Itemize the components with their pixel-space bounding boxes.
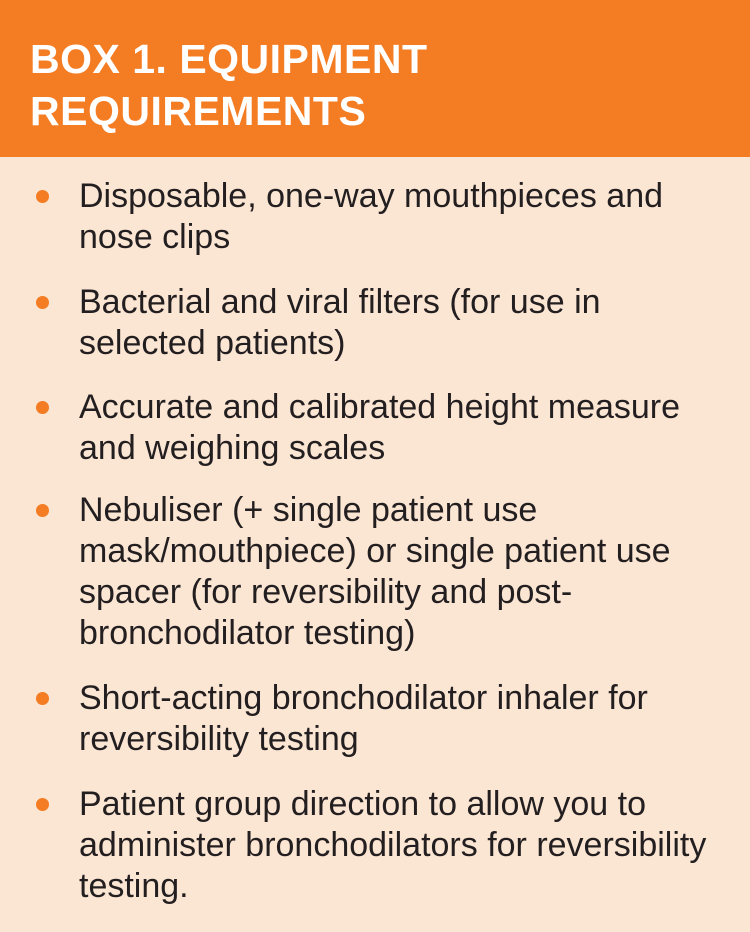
bullet-icon bbox=[36, 798, 49, 811]
box-title: BOX 1. EQUIPMENT REQUIREMENTS bbox=[30, 36, 428, 134]
bullet-icon bbox=[36, 401, 49, 414]
list-item-text: Disposable, one-way mouthpieces and nose clips bbox=[79, 177, 664, 256]
bullet-icon bbox=[36, 296, 49, 309]
list-item-text: Patient group direction to allow you to administer bronchodilators for reversibility testing. bbox=[79, 785, 707, 905]
list-item-text: Bacterial and viral filters (for use in selected patients) bbox=[79, 283, 601, 362]
bullet-icon bbox=[36, 190, 49, 203]
bullet-icon bbox=[36, 692, 49, 705]
box-header bbox=[0, 0, 750, 157]
bullet-icon bbox=[36, 504, 49, 517]
list-item-text: Nebuliser (+ single patient use mask/mouthpiece) or single patient use spacer (for reversibility and post-bronchodilator testing) bbox=[79, 491, 671, 652]
list-item-text: Accurate and calibrated height measure and weighing scales bbox=[79, 388, 681, 467]
list-item-text: Short-acting bronchodilator inhaler for reversibility testing bbox=[79, 679, 648, 758]
